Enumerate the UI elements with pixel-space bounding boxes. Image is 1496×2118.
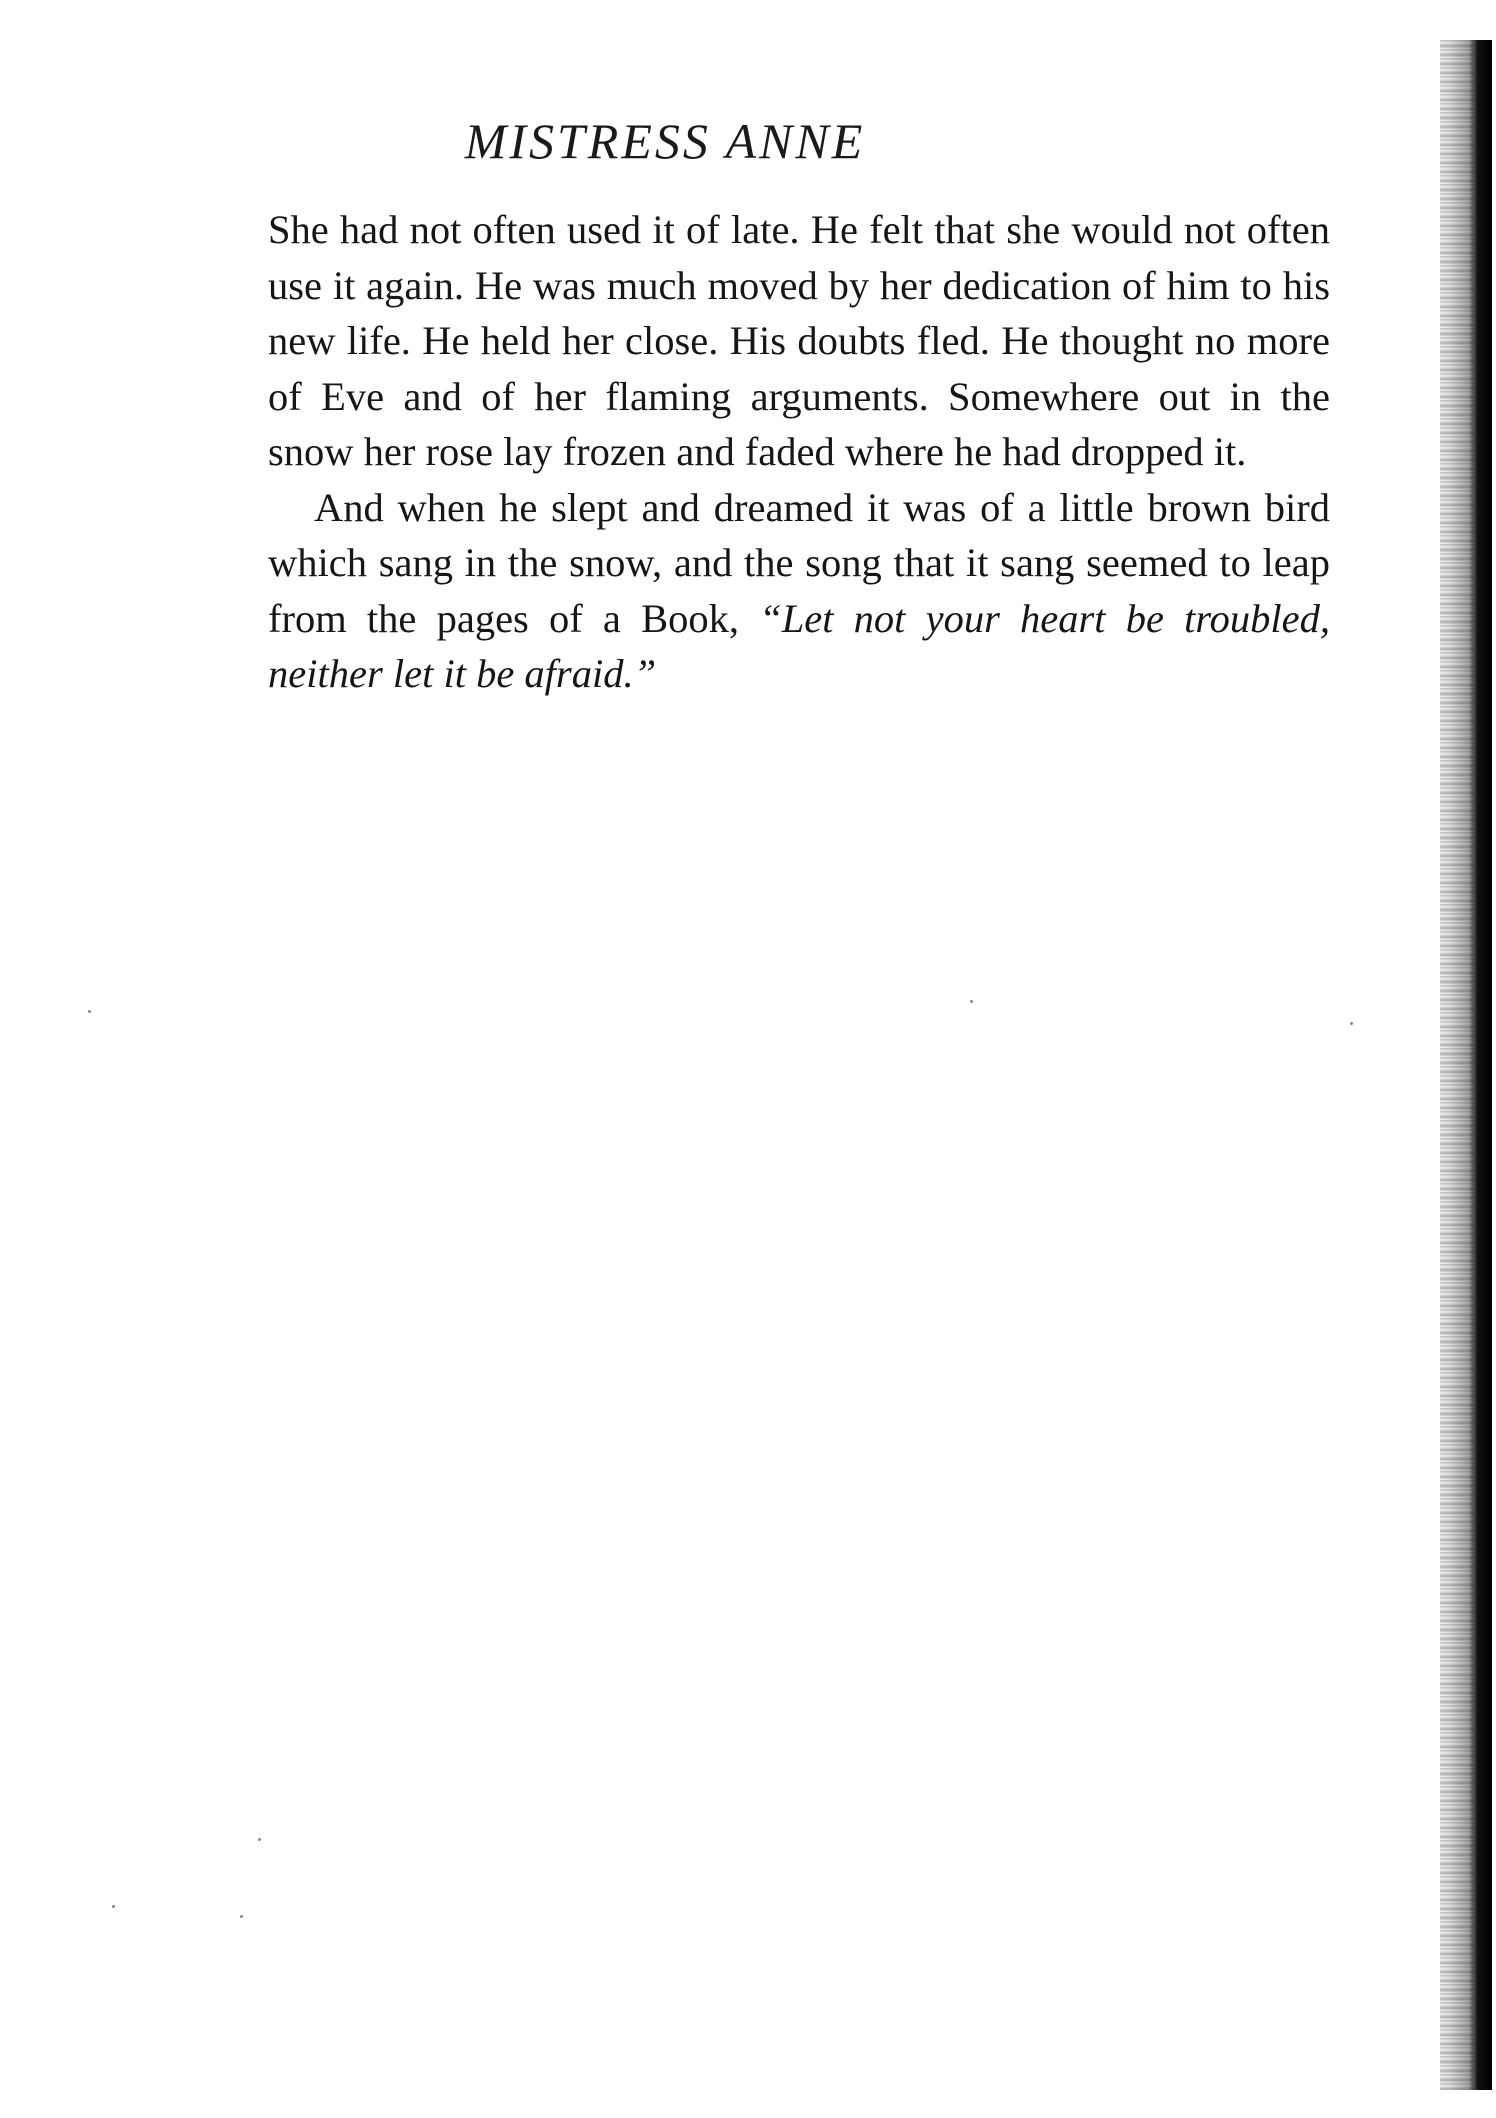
page-gutter-edge — [1440, 40, 1492, 2090]
paragraph-2 — [268, 480, 1330, 702]
scan-speck — [88, 1010, 91, 1013]
scan-speck — [258, 1838, 261, 1841]
paragraph-2-text: And when he slept and dreamed it was of a little brown bird which sang in the snow, and the song that it sang seemed to leap from the pages of a Book, — [268, 484, 1330, 641]
paragraph-2-quote: “Let not your heart be troubled, neither let it be afraid.” — [268, 595, 1330, 696]
running-head: MISTRESS ANNE — [464, 113, 866, 169]
body-text — [268, 202, 1330, 702]
paragraph-1: She had not often used it of late. He felt that she would not often use it again. He was much moved by her dedication of him to his new life. He held her close. His doubts fled. He thought no more of Eve and of her flaming arguments. Somewhere out in the snow her rose lay frozen and faded where he had dropped it. — [268, 207, 1330, 474]
scan-speck — [1350, 1022, 1353, 1025]
scan-speck — [112, 1905, 115, 1908]
scan-speck — [970, 1000, 973, 1003]
scan-speck — [240, 1915, 243, 1918]
